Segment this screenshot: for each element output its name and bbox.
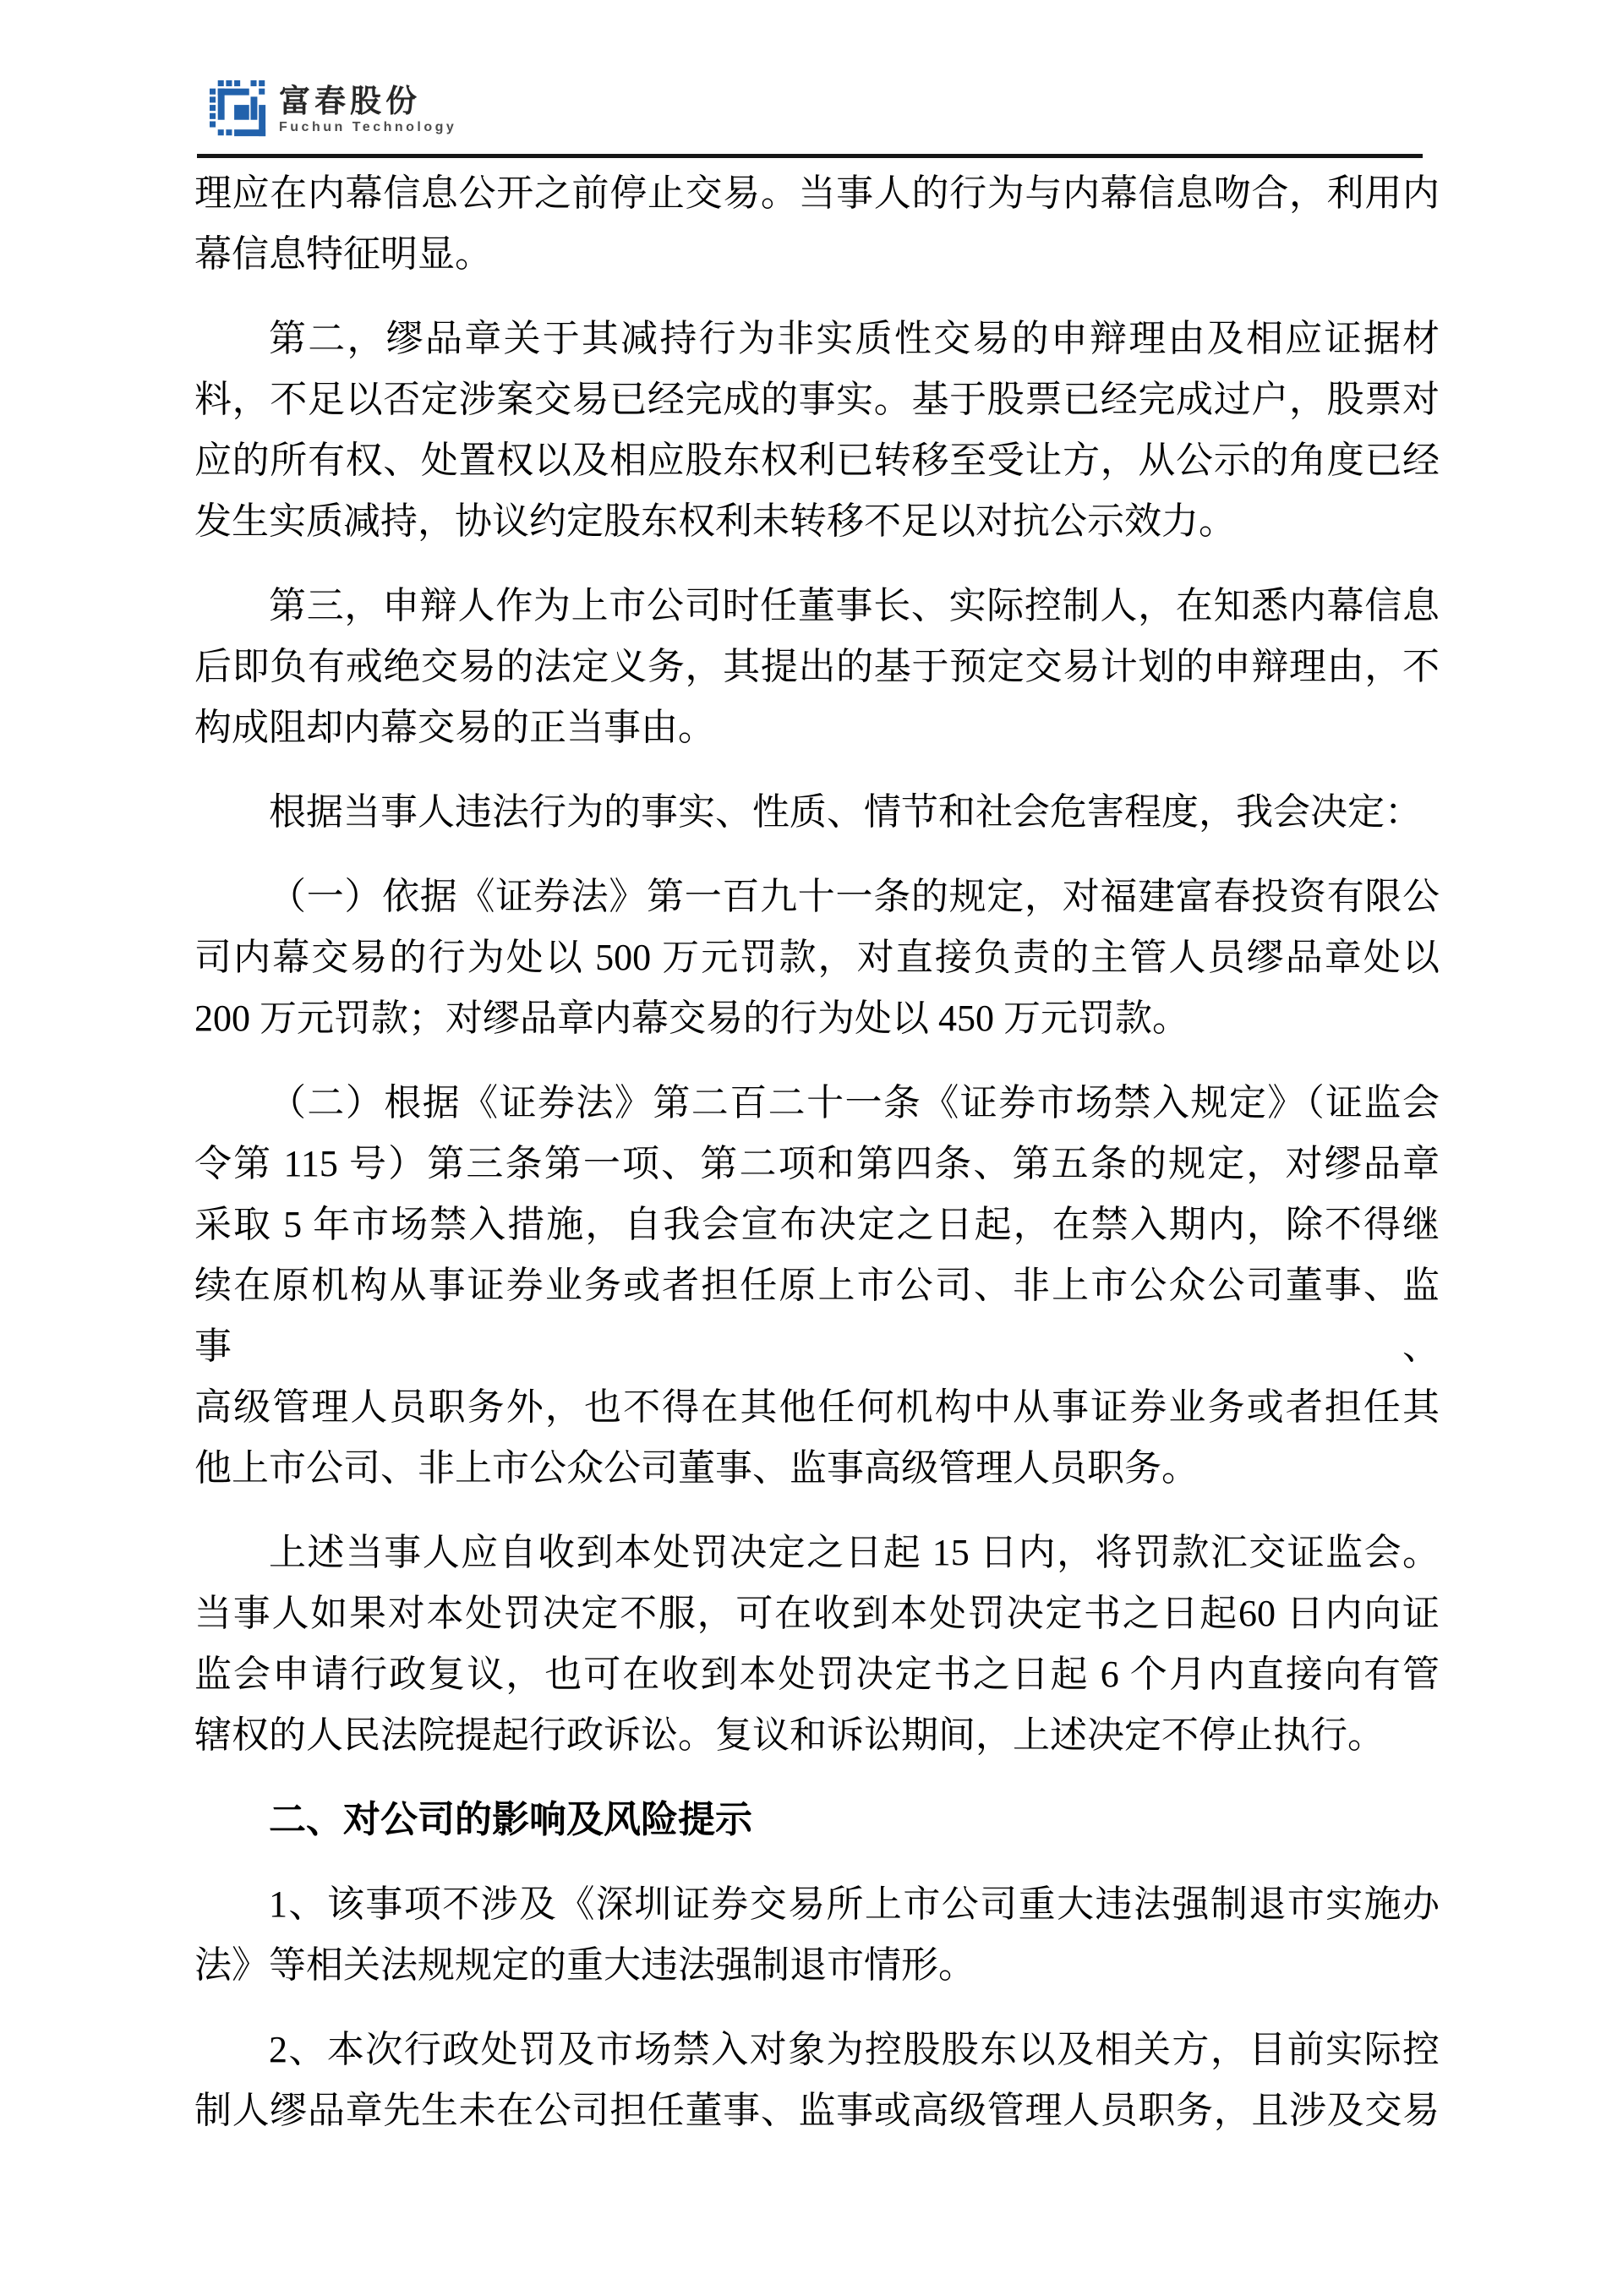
doc-line: 2、本次行政处罚及市场禁入对象为控股股东以及相关方，目前实际控 [269,2029,1440,2070]
doc-line: 司内幕交易的行为处以 500 万元罚款，对直接负责的主管人员缪品章处以 [194,937,1440,978]
paragraph [194,576,1440,758]
doc-line: 高级管理人员职务外，也不得在其他任何机构中从事证券业务或者担任其 [194,1386,1440,1428]
doc-line: 采取 5 年市场禁入措施，自我会宣布决定之日起，在禁入期内，除不得继 [194,1204,1440,1245]
paragraph [194,866,1440,1049]
doc-line: 辖权的人民法院提起行政诉讼。复议和诉讼期间，上述决定不停止执行。 [194,1714,1385,1756]
header-divider [197,154,1423,158]
paragraph [194,1073,1440,1499]
paragraph [194,163,1440,285]
doc-line: 200 万元罚款；对缪品章内幕交易的行为处以 450 万元罚款。 [194,998,1189,1039]
doc-line: 构成阻却内幕交易的正当事由。 [194,707,715,748]
doc-line: 制人缪品章先生未在公司担任董事、监事或高级管理人员职务，且涉及交易 [194,2090,1440,2131]
doc-line: （二）根据《证券法》第二百二十一条《证券市场禁入规定》（证监会 [269,1082,1440,1123]
company-logo [210,80,456,137]
doc-line: 当事人如果对本处罚决定不服，可在收到本处罚决定书之日起60 日内向证 [194,1593,1440,1634]
doc-line: 上述当事人应自收到本处罚决定之日起 15 日内，将罚款汇交证监会。 [269,1532,1440,1573]
doc-line: 令第 115 号）第三条第一项、第二项和第四条、第五条的规定，对缪品章 [194,1143,1440,1184]
section-heading: 二、对公司的影响及风险提示 [269,1799,752,1840]
brand-name-en: Fuchun Technology [279,120,457,134]
paragraph [194,1522,1440,1766]
doc-line: 后即负有戒绝交易的法定义务，其提出的基于预定交易计划的申辩理由，不 [194,646,1440,687]
doc-line: 监会申请行政复议，也可在收到本处罚决定书之日起 6 个月内直接向有管 [194,1654,1440,1695]
doc-line: 法》等相关法规规定的重大违法强制退市情形。 [194,1944,975,1986]
paragraph [194,2020,1440,2141]
doc-line: 料，不足以否定涉案交易已经完成的事实。基于股票已经完成过户，股票对 [194,379,1440,420]
doc-line: 理应在内幕信息公开之前停止交易。当事人的行为与内幕信息吻合，利用内 [194,172,1440,214]
fuchun-logo-mark-icon [210,80,266,137]
paragraph [194,1874,1440,1996]
doc-line: 幕信息特征明显。 [194,233,492,275]
document-body [194,163,1440,2141]
doc-line: （一）依据《证券法》第一百九十一条的规定，对福建富春投资有限公 [269,876,1440,917]
doc-line: 1、该事项不涉及《深圳证券交易所上市公司重大违法强制退市实施办 [269,1883,1440,1925]
doc-line: 发生实质减持，协议约定股东权利未转移不足以对抗公示效力。 [194,500,1236,542]
paragraph [194,309,1440,552]
doc-line: 第三，申辩人作为上市公司时任董事长、实际控制人，在知悉内幕信息 [269,585,1440,626]
doc-line: 第二，缪品章关于其减持行为非实质性交易的申辩理由及相应证据材 [269,318,1440,359]
doc-line: 续在原机构从事证券业务或者担任原上市公司、非上市公众公司董事、监事、 [194,1265,1440,1367]
doc-line: 根据当事人违法行为的事实、性质、情节和社会危害程度，我会决定： [269,791,1422,833]
doc-line: 他上市公司、非上市公众公司董事、监事高级管理人员职务。 [194,1447,1199,1489]
doc-line: 应的所有权、处置权以及相应股东权利已转移至受让方，从公示的角度已经 [194,440,1440,481]
brand-name-cn: 富春股份 [279,84,421,118]
company-logo-text [279,80,456,136]
paragraph [194,782,1440,843]
